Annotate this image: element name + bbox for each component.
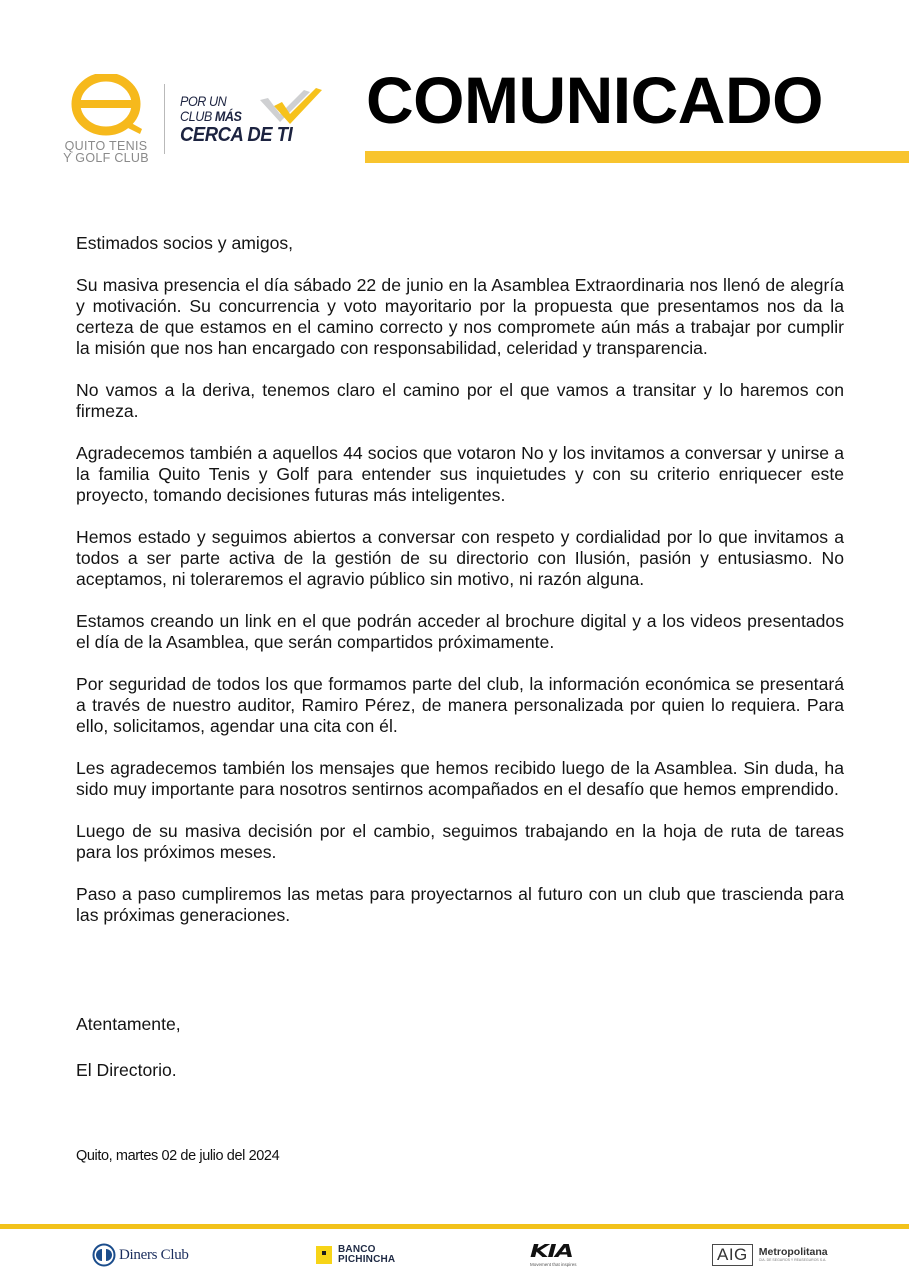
club-name: QUITO TENIS Y GOLF CLUB — [63, 139, 149, 165]
slogan-line-2: CLUB MÁS — [180, 108, 242, 124]
paragraph: Les agradecemos también los mensajes que hemos recibido luego de la Asamblea. Sin duda, ha sido muy importante para nosotros sentirnos acompañados en el desafío que hemos emprendido. — [76, 758, 844, 799]
footer-divider — [0, 1224, 909, 1229]
paragraph: No vamos a la deriva, tenemos claro el camino por el que vamos a transitar y lo haremos con firmeza. — [76, 380, 844, 421]
logo-divider — [164, 84, 165, 154]
paragraph: Estamos creando un link en el que podrán acceder al brochure digital y a los videos presentados el día de la Asamblea, que serán compartidos próximamente. — [76, 611, 844, 652]
aig-logo-icon: AIG — [712, 1244, 753, 1266]
paragraph: Hemos estado y seguimos abiertos a conversar con respeto y cordialidad por lo que invitamos a todos a ser parte activa de la gestión de su directorio con Ilusión, pasión y entusiasmo. No aceptamos, ni toleraremos el agravio público sin motivo, ni razón alguna. — [76, 527, 844, 589]
banco-pichincha-icon — [316, 1246, 332, 1264]
slogan-line-1: POR UN — [180, 93, 227, 109]
paragraph: Paso a paso cumpliremos las metas para proyectarnos al futuro con un club que trascienda para las próximas generaciones. — [76, 884, 844, 925]
signature: El Directorio. — [76, 1060, 177, 1080]
paragraph: Agradecemos también a aquellos 44 socios que votaron No y los invitamos a conversar y unirse a la familia Quito Tenis y Golf para entender sus inquietudes y con su criterio enriquecer este proyecto, tomando decisiones futuras más inteligentes. — [76, 443, 844, 505]
aig-subtitle: CIA. DE SEGUROS Y REASEGUROS S.A. — [758, 1258, 827, 1262]
greeting: Estimados socios y amigos, — [76, 233, 294, 253]
club-logo — [58, 74, 158, 169]
page-title: COMUNICADO — [366, 63, 823, 137]
kia-logo-icon: KIA — [530, 1240, 573, 1262]
letter-body — [76, 233, 844, 947]
sponsor-banco-pichincha — [316, 1240, 395, 1270]
paragraph: Por seguridad de todos los que formamos parte del club, la información económica se presentará a través de nuestro auditor, Ramiro Pérez, de manera personalizada por quien lo requiera. Para ello, solicitamos, agendar una cita con él. — [76, 674, 844, 736]
diners-club-label: Diners Club — [119, 1246, 189, 1263]
slogan-line-3: CERCA DE TI — [180, 123, 293, 146]
slogan — [180, 94, 325, 154]
closing: Atentamente, — [76, 1014, 181, 1034]
diners-club-icon — [92, 1243, 116, 1267]
letter-date: Quito, martes 02 de julio del 2024 — [76, 1148, 280, 1164]
sponsor-diners-club — [92, 1240, 189, 1270]
paragraph: Luego de su masiva decisión por el cambio, seguimos trabajando en la hoja de ruta de tareas para los próximos meses. — [76, 821, 844, 862]
aig-name: Metropolitana — [758, 1246, 828, 1258]
banco-pichincha-label: BANCO PICHINCHA — [338, 1244, 396, 1265]
sponsor-kia — [530, 1240, 577, 1270]
sponsor-aig-metropolitana — [712, 1240, 828, 1270]
kia-tagline: Movement that inspires — [530, 1261, 577, 1267]
title-underline-bar — [365, 151, 909, 163]
paragraph: Su masiva presencia el día sábado 22 de junio en la Asamblea Extraordinaria nos llenó de alegría y motivación. Su concurrencia y voto mayoritario por la propuesta que presentamos nos da la certeza de que estamos en el camino correcto y nos compromete aún más a trabajar por cumplir la misión que nos han encargado con responsabilidad, celeridad y transparencia. — [76, 275, 844, 358]
club-emblem-icon — [70, 74, 146, 138]
